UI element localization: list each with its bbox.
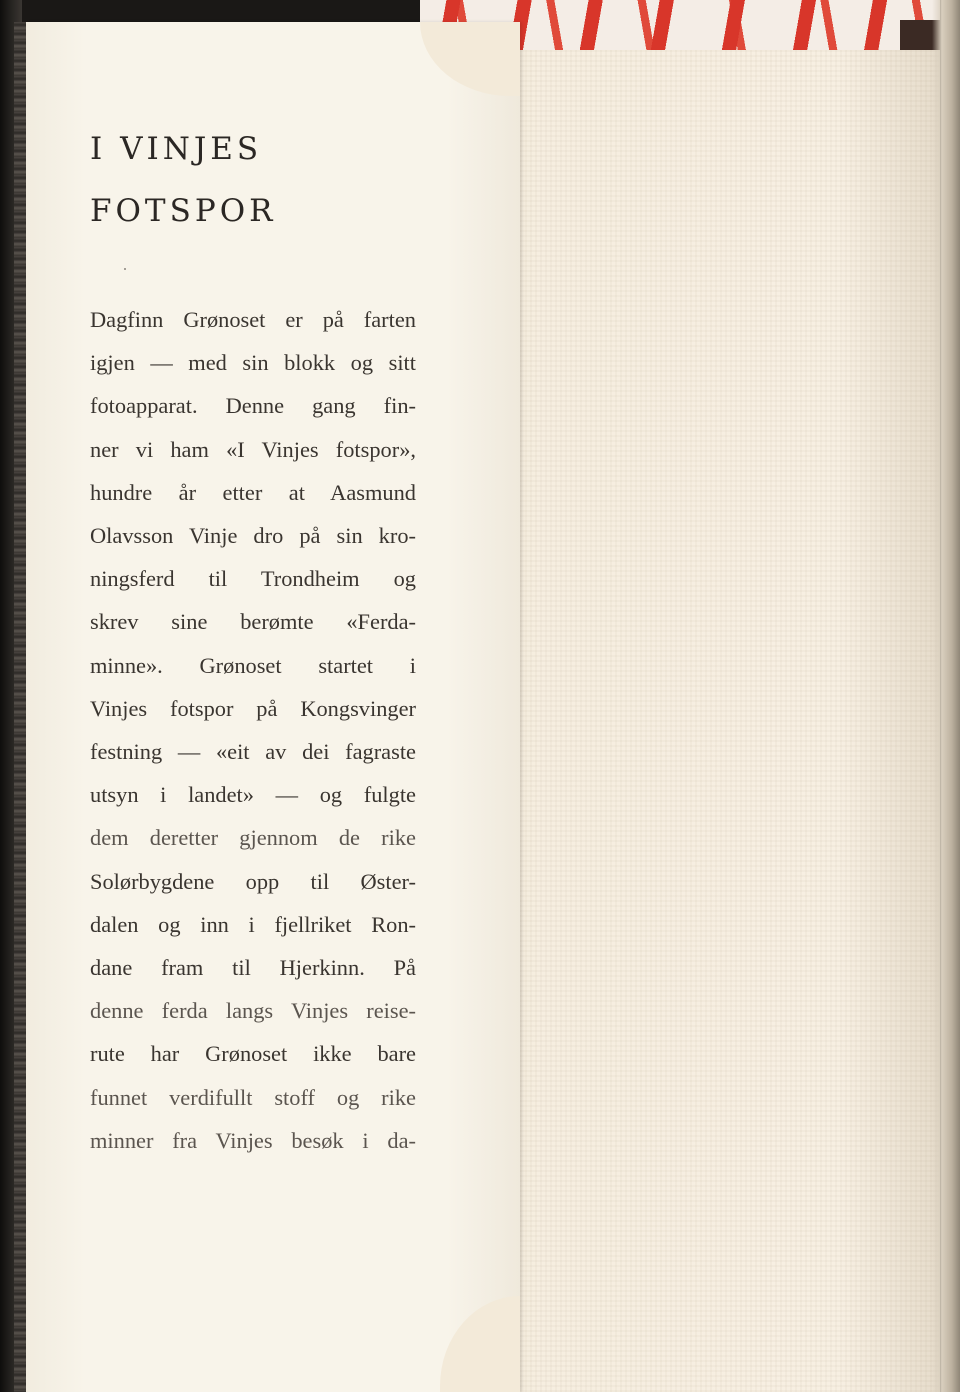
blurb-line: ningsferd til Trondheim og [90, 566, 416, 592]
book-title [90, 118, 416, 242]
title-line: I VINJES [90, 131, 263, 167]
title-line: FOTSPOR [90, 193, 277, 229]
blurb-line: igjen — med sin blokk og sitt [90, 350, 416, 376]
blurb-line: skrev sine berømte «Ferda- [90, 609, 416, 635]
flap-blurb [90, 298, 416, 1162]
blurb-line: dem deretter gjennom de rike [90, 825, 416, 851]
blurb-line: minne». Grønoset startet i [90, 652, 416, 678]
blurb-line: utsyn i landet» — og fulgte [90, 782, 416, 808]
page-gutter-shadow [932, 0, 960, 1392]
blurb-line: dane fram til Hjerkinn. På [90, 955, 416, 981]
blurb-line: dalen og inn i fjellriket Ron- [90, 911, 416, 937]
blurb-line: minner fra Vinjes besøk i da- [90, 1127, 416, 1153]
ornament-dot [124, 268, 126, 270]
flap-title-block [90, 118, 416, 242]
blurb-line: fotoapparat. Denne gang fin- [90, 393, 416, 419]
blurb-line: rute har Grønoset ikke bare [90, 1041, 416, 1067]
blurb-line: festning — «eit av dei fagraste [90, 739, 416, 765]
blurb-line: ner vi ham «I Vinjes fotspor», [90, 436, 416, 462]
blurb-line: denne ferda langs Vinjes reise- [90, 998, 416, 1024]
blurb-line: Solørbygdene opp til Øster- [90, 868, 416, 894]
blurb-line: funnet verdifullt stoff og rike [90, 1084, 416, 1110]
blurb-line: Dagfinn Grønoset er på farten [90, 307, 416, 332]
blurb-line: Vinjes fotspor på Kongsvinger [90, 695, 416, 721]
blurb-line: hundre år etter at Aasmund [90, 479, 416, 505]
blurb-line: Olavsson Vinje dro på sin kro- [90, 523, 416, 549]
